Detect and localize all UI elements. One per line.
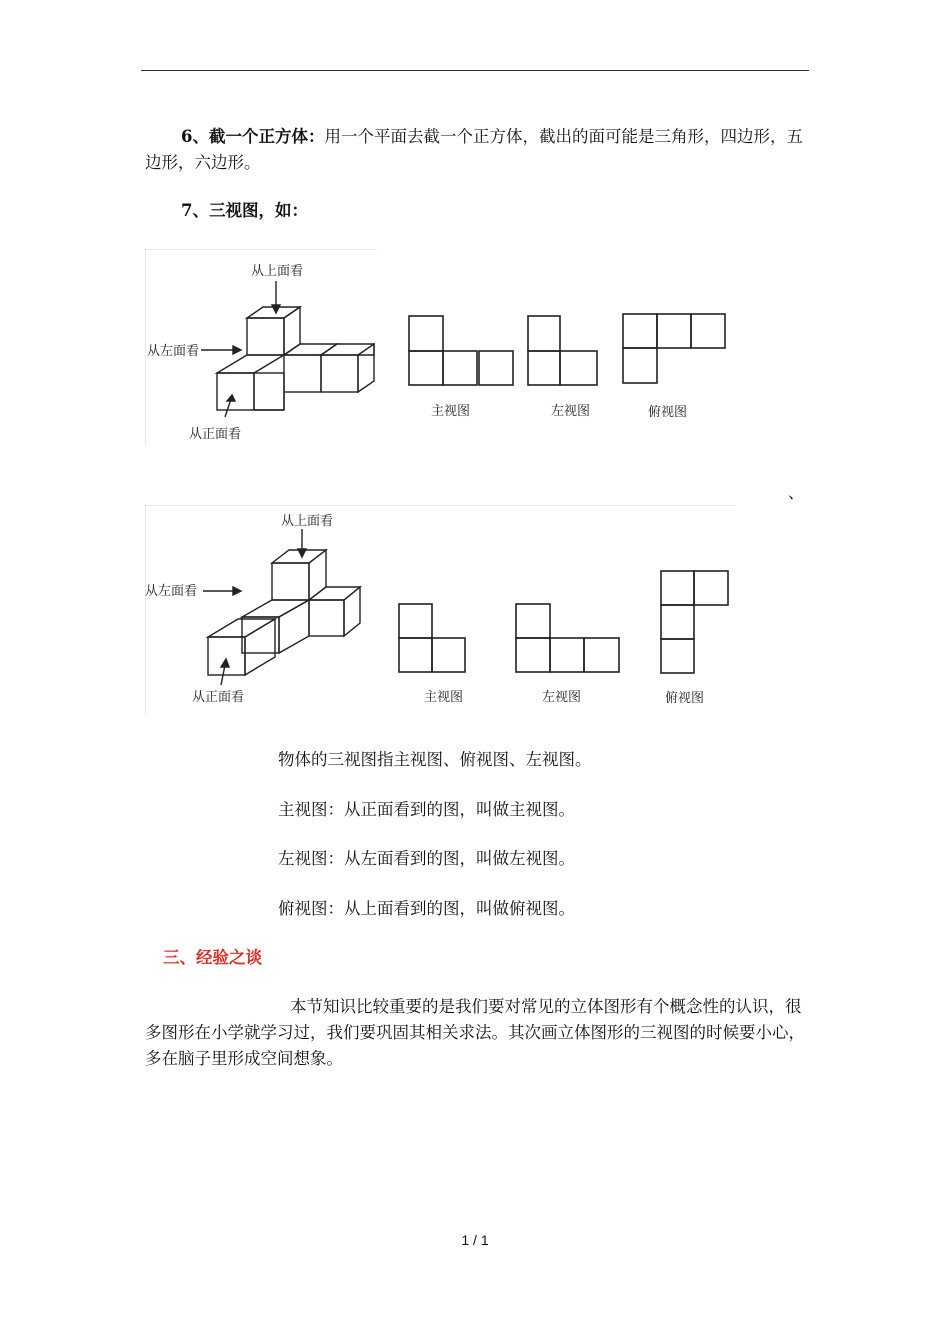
fig2-view-front-label: 主视图 [424, 690, 464, 705]
definition-2: 主视图：从正面看到的图，叫做主视图。 [278, 800, 575, 819]
fig1-top-label: 从上面看 [251, 264, 304, 279]
three-view-figure-2-drawing [145, 505, 736, 715]
three-view-figure-2 [145, 505, 736, 715]
item-7-title: 7、三视图，如： [181, 201, 308, 220]
three-view-figure-1 [145, 249, 734, 445]
three-view-figure-1-drawing [145, 249, 734, 445]
fig1-left-label: 从左面看 [147, 344, 200, 359]
item-6-paragraph [145, 124, 809, 176]
header-rule [141, 70, 809, 71]
fig1-view-front-label: 主视图 [431, 404, 471, 419]
item-6-title: 6、截一个正方体： [181, 127, 325, 146]
fig2-top-label: 从上面看 [281, 514, 334, 529]
fig2-left-label: 从左面看 [145, 584, 198, 599]
definition-1: 物体的三视图指主视图、俯视图、左视图。 [278, 750, 592, 769]
fig2-front-label: 从正面看 [192, 690, 245, 705]
definition-4: 俯视图：从上面看到的图，叫做俯视图。 [278, 899, 575, 918]
fig1-view-left-label: 左视图 [551, 404, 591, 419]
page-number: 1 / 1 [461, 1232, 489, 1248]
fig2-view-top-label: 俯视图 [665, 691, 705, 706]
fig1-view-top-label: 俯视图 [648, 405, 688, 420]
separator-mark: 、 [788, 483, 805, 502]
definition-3: 左视图：从左面看到的图，叫做左视图。 [278, 849, 575, 868]
item-6-body: 用一个平面去截一个正方体，截出的面可能是三角形，四边形，五边形，六边形。 [145, 127, 803, 172]
section-3-body: 本节知识比较重要的是我们要对常见的立体图形有个概念性的认识，很多图形在小学就学习过，我们要巩固其相关求法。其次画立体图形的三视图的时候要小心，多在脑子里形成空间想象。 [145, 997, 805, 1068]
fig2-view-left-label: 左视图 [542, 690, 582, 705]
fig1-front-label: 从正面看 [189, 427, 242, 442]
section-3-heading: 三、经验之谈 [163, 948, 262, 967]
